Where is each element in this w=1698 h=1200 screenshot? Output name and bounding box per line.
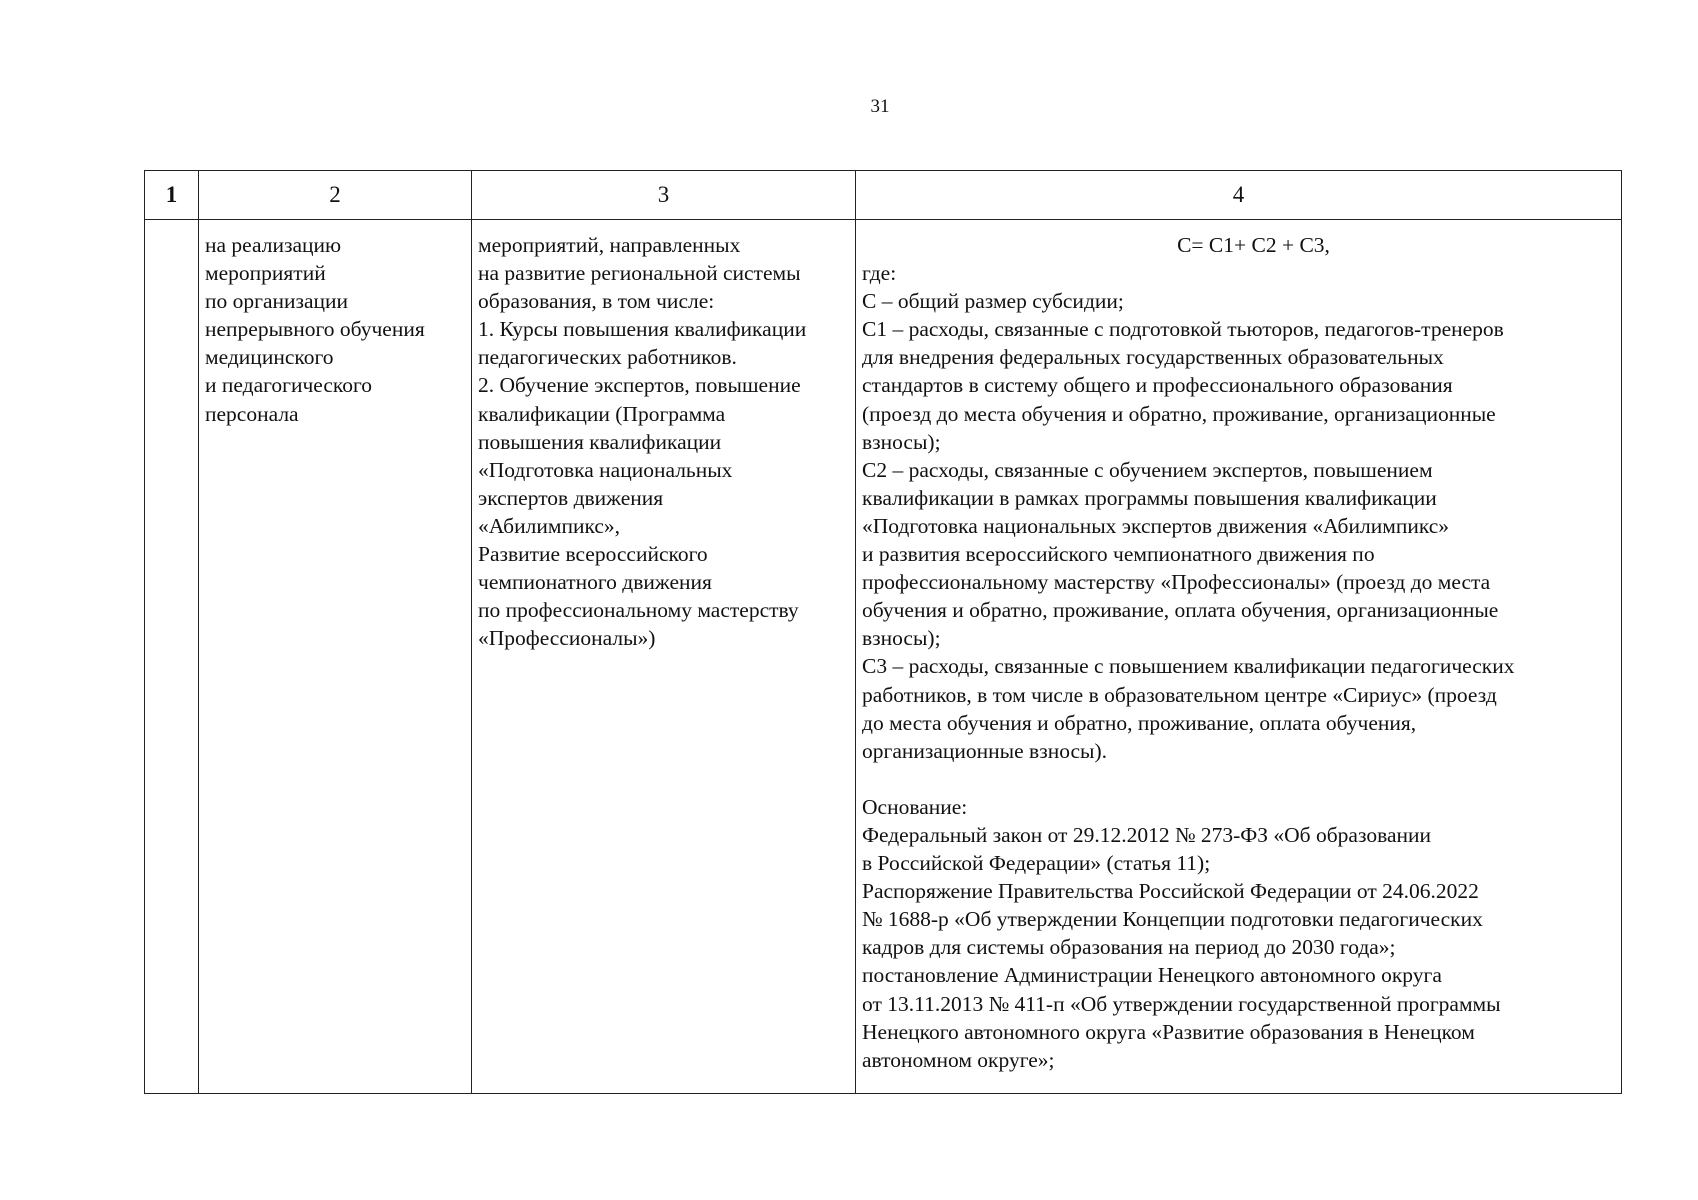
column-header-2: 2 xyxy=(199,171,472,220)
col4-line: организационные взносы). xyxy=(862,738,1108,763)
col3-line: повышения квалификации xyxy=(478,429,722,454)
col4-line: кадров для системы образования на период до 2030 года»; xyxy=(862,935,1396,960)
col4-line: постановление Администрации Ненецкого автономного округа xyxy=(862,963,1442,988)
col2-line: медицинского xyxy=(205,345,334,370)
cell-col-3 xyxy=(472,220,856,1094)
basis-heading: Основание: xyxy=(862,794,968,819)
col4-line: Федеральный закон от 29.12.2012 № 273-ФЗ «Об образовании xyxy=(862,822,1432,847)
col3-line: квалификации (Программа xyxy=(478,401,726,426)
col2-line: и педагогического xyxy=(205,373,373,398)
col3-line: «Подготовка национальных xyxy=(478,457,733,482)
col3-line: 1. Курсы повышения квалификации xyxy=(478,317,807,342)
col4-line: Ненецкого автономного округа «Развитие образования в Ненецком xyxy=(862,1019,1475,1044)
col4-line: «Подготовка национальных экспертов движения «Абилимпикс» xyxy=(862,513,1450,538)
col4-line: взносы); xyxy=(862,429,941,454)
col4-line: и развития всероссийского чемпионатного движения по xyxy=(862,542,1375,567)
col4-line: для внедрения федеральных государственных образовательных xyxy=(862,345,1444,370)
table-row xyxy=(145,220,1622,1094)
column-header-3: 3 xyxy=(472,171,856,220)
col4-line: С3 – расходы, связанные с повышением квалификации педагогических xyxy=(862,654,1515,679)
col3-line: «Профессионалы») xyxy=(478,626,656,651)
col4-line: работников, в том числе в образовательном центре «Сириус» (проезд xyxy=(862,682,1497,707)
col3-line: экспертов движения xyxy=(478,485,664,510)
column-header-4: 4 xyxy=(856,171,1622,220)
column-header-1: 1 xyxy=(145,171,199,220)
col4-line: от 13.11.2013 № 411-п «Об утверждении государственной программы xyxy=(862,991,1501,1016)
col2-line: мероприятий xyxy=(205,261,326,286)
col3-line: педагогических работников. xyxy=(478,345,737,370)
col4-line: (проезд до места обучения и обратно, проживание, организационные xyxy=(862,401,1496,426)
col3-line: чемпионатного движения xyxy=(478,570,712,595)
col4-line: С2 – расходы, связанные с обучением экспертов, повышением xyxy=(862,457,1433,482)
col4-line: где: xyxy=(862,261,897,286)
col4-line: взносы); xyxy=(862,626,941,651)
col2-line: непрерывного обучения xyxy=(205,317,425,342)
col4-line: автономном округе»; xyxy=(862,1047,1055,1072)
col3-line: 2. Обучение экспертов, повышение xyxy=(478,373,801,398)
col4-line: Распоряжение Правительства Российской Федерации от 24.06.2022 xyxy=(862,879,1479,904)
col2-line: по организации xyxy=(205,289,349,314)
col4-line: профессиональному мастерству «Профессионалы» (проезд до места xyxy=(862,570,1491,595)
table-header-row xyxy=(145,171,1622,220)
col3-line: мероприятий, направленных xyxy=(478,233,741,257)
col4-line: стандартов в систему общего и профессионального образования xyxy=(862,373,1453,398)
col3-line: на развитие региональной системы xyxy=(478,261,801,286)
paragraph-spacer xyxy=(862,765,1615,793)
col4-line: квалификации в рамках программы повышения квалификации xyxy=(862,485,1437,510)
col4-line: № 1688-р «Об утверждении Концепции подготовки педагогических xyxy=(862,907,1483,932)
subsidy-formula: С= С1+ С2 + С3, xyxy=(1177,233,1330,257)
col4-line: до места обучения и обратно, проживание, оплата обучения, xyxy=(862,710,1417,735)
col4-line: С1 – расходы, связанные с подготовкой тьюторов, педагогов-тренеров xyxy=(862,317,1504,342)
cell-col-2 xyxy=(199,220,472,1094)
col3-line: Развитие всероссийского xyxy=(478,542,708,567)
col2-line: на реализацию xyxy=(205,233,342,257)
page-number: 31 xyxy=(870,96,890,117)
cell-col-1 xyxy=(145,220,199,1094)
col4-line: в Российской Федерации» (статья 11); xyxy=(862,851,1211,876)
document-table xyxy=(144,170,1622,1094)
col3-line: «Абилимпикс», xyxy=(478,513,621,538)
col3-line: образования, в том числе: xyxy=(478,289,715,314)
col4-line: С – общий размер субсидии; xyxy=(862,289,1124,314)
col2-line: персонала xyxy=(205,401,299,426)
col4-line: обучения и обратно, проживание, оплата обучения, организационные xyxy=(862,598,1499,623)
cell-col-4 xyxy=(856,220,1622,1094)
col3-line: по профессиональному мастерству xyxy=(478,598,799,623)
